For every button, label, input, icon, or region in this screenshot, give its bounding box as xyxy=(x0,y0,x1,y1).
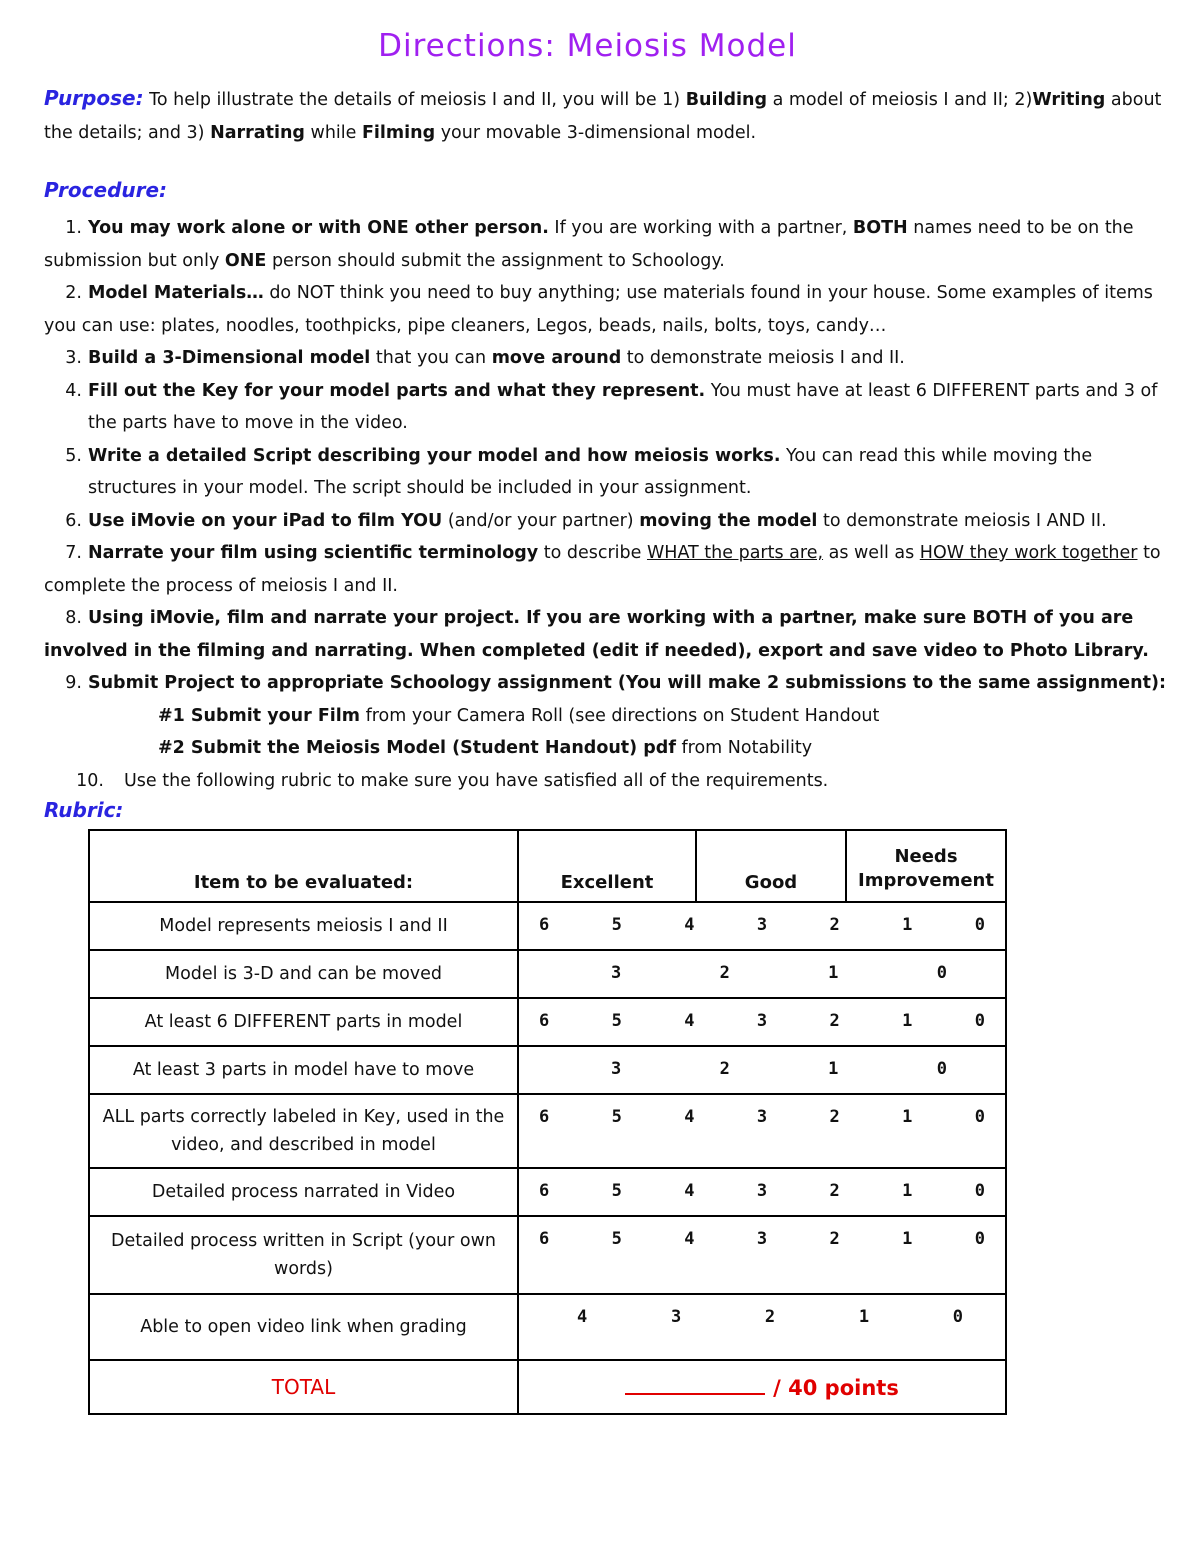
rubric-item-label: ALL parts correctly labeled in Key, used in the video, and described in model xyxy=(89,1094,518,1168)
rubric-score-cell xyxy=(518,1216,1006,1294)
step-bold: Use iMovie on your iPad to film YOU xyxy=(88,510,443,531)
rubric-item-label: Model represents meiosis I and II xyxy=(89,902,518,950)
rubric-score-cell xyxy=(518,902,1006,950)
col-needs-header: Needs Improvement xyxy=(858,846,994,891)
step-9-sub-2 xyxy=(44,732,1184,765)
step-number: 6. xyxy=(65,510,82,531)
score-option[interactable]: 6 xyxy=(539,1011,550,1031)
score-option[interactable]: 5 xyxy=(611,915,622,935)
step-6 xyxy=(44,505,1184,538)
score-option[interactable]: 2 xyxy=(719,1059,730,1079)
score-option[interactable]: 3 xyxy=(756,1229,768,1249)
rubric-score-cell xyxy=(518,950,1006,998)
step-underlined: HOW they work together xyxy=(919,543,1138,563)
score-option[interactable]: 3 xyxy=(611,1059,622,1079)
score-options xyxy=(519,1107,1005,1127)
rubric-item-label: Detailed process written in Script (your own words) xyxy=(89,1216,518,1294)
score-option[interactable]: 0 xyxy=(974,1011,985,1031)
score-options xyxy=(519,1059,1005,1079)
col-item-header: Item to be evaluated: xyxy=(89,830,518,902)
score-options xyxy=(519,915,1005,935)
rubric-score-cell xyxy=(518,1168,1006,1216)
rubric-row xyxy=(89,950,1006,998)
step-text: to demonstrate meiosis I AND II. xyxy=(817,510,1107,531)
score-option[interactable]: 4 xyxy=(684,1011,695,1031)
score-option[interactable]: 6 xyxy=(539,1181,550,1201)
score-option[interactable]: 5 xyxy=(611,1229,622,1249)
purpose-text: To help illustrate the details of meiosis I and II, you will be 1) xyxy=(143,90,686,110)
step-text: If you are working with a partner, xyxy=(548,218,853,238)
rubric-row xyxy=(89,998,1006,1046)
purpose-text: about the details; and 3) xyxy=(44,90,1162,143)
score-option[interactable]: 2 xyxy=(764,1307,776,1327)
step-text: Use the following rubric to make sure you have satisfied all of the requirements. xyxy=(124,770,829,791)
step-number: 2. xyxy=(65,283,82,303)
score-option[interactable]: 0 xyxy=(974,1107,985,1127)
step-bold: #1 Submit your Film xyxy=(158,705,361,726)
step-number: 1. xyxy=(65,218,82,238)
step-text: to demonstrate meiosis I and II. xyxy=(621,348,905,368)
rubric-score-cell xyxy=(518,1094,1006,1168)
step-10 xyxy=(44,765,1184,798)
rubric-row xyxy=(89,1216,1006,1294)
score-option[interactable]: 1 xyxy=(858,1307,870,1327)
purpose-bold: Narrating xyxy=(210,122,305,143)
step-bold: Build a 3-Dimensional model xyxy=(88,348,371,368)
rubric-row xyxy=(89,1094,1006,1168)
step-8 xyxy=(44,602,1184,667)
score-option[interactable]: 4 xyxy=(577,1307,588,1327)
step-underlined: WHAT the parts are, xyxy=(646,543,824,563)
total-value: / 40 points xyxy=(773,1375,899,1400)
procedure-steps xyxy=(44,212,1184,797)
score-option[interactable]: 3 xyxy=(756,1011,768,1031)
score-option[interactable]: 4 xyxy=(684,1229,695,1249)
score-option[interactable]: 4 xyxy=(684,1107,695,1127)
step-number: 4. xyxy=(65,380,82,401)
rubric-table xyxy=(88,829,1007,1415)
rubric-row xyxy=(89,1046,1006,1094)
score-option[interactable]: 2 xyxy=(829,1011,840,1031)
total-blank-line xyxy=(625,1375,765,1395)
score-option[interactable]: 0 xyxy=(974,915,985,935)
step-bold: #2 Submit the Meiosis Model (Student Handout) pdf xyxy=(158,738,676,758)
step-number: 10. xyxy=(76,770,104,791)
purpose-bold: Filming xyxy=(361,122,436,143)
step-bold: Fill out the Key for your model parts and what they represent. xyxy=(88,380,706,401)
score-option[interactable]: 0 xyxy=(974,1181,985,1201)
col-good-header: Good xyxy=(697,831,847,901)
rubric-header-row xyxy=(89,830,1006,902)
col-excellent-header: Excellent xyxy=(519,831,697,901)
step-bold: move around xyxy=(491,348,622,368)
score-options xyxy=(519,1181,1005,1201)
score-option[interactable]: 4 xyxy=(684,915,695,935)
score-option[interactable]: 3 xyxy=(611,963,622,983)
rubric-item-label: Model is 3-D and can be moved xyxy=(89,950,518,998)
score-option[interactable]: 0 xyxy=(936,1059,947,1079)
score-options xyxy=(519,1229,1005,1249)
score-option[interactable]: 1 xyxy=(902,1229,913,1249)
purpose-paragraph xyxy=(44,82,1174,149)
score-option[interactable]: 6 xyxy=(539,915,550,935)
score-options xyxy=(519,963,1005,983)
score-option[interactable]: 2 xyxy=(829,1107,840,1127)
purpose-text: while xyxy=(304,122,362,143)
total-cell xyxy=(518,1360,1006,1414)
step-bold: Write a detailed Script describing your model and how meiosis works. xyxy=(88,445,781,466)
score-option[interactable]: 3 xyxy=(670,1307,682,1327)
procedure-heading: Procedure: xyxy=(44,178,168,202)
rubric-row xyxy=(89,1168,1006,1216)
step-4 xyxy=(44,375,1184,440)
rubric-score-cell xyxy=(518,1046,1006,1094)
step-bold: BOTH xyxy=(852,218,908,238)
total-label: TOTAL xyxy=(89,1360,518,1414)
score-option[interactable]: 3 xyxy=(756,1181,768,1201)
purpose-heading: Purpose: xyxy=(44,86,144,110)
step-bold: Model Materials… xyxy=(88,283,264,303)
step-3 xyxy=(44,342,1184,375)
step-text: do NOT think you need to buy anything; use materials found in your house. Some examples of items you can use: plates, noodles, toothpicks, pipe cleaners, Legos, beads, nails, bolts, toys, candy… xyxy=(44,283,1153,336)
total-row xyxy=(89,1360,1006,1414)
step-bold: ONE xyxy=(224,250,267,271)
score-option[interactable]: 1 xyxy=(902,1107,913,1127)
score-options xyxy=(519,1011,1005,1031)
rubric-row xyxy=(89,902,1006,950)
step-text: that you can xyxy=(370,348,492,368)
purpose-bold: Building xyxy=(685,90,768,110)
step-bold: moving the model xyxy=(639,510,818,531)
step-text: (and/or your partner) xyxy=(442,510,640,531)
step-number: 8. xyxy=(65,608,82,628)
step-5 xyxy=(44,440,1184,505)
step-text: names need to be on the submission but only xyxy=(44,218,1134,271)
step-text: as well as xyxy=(823,543,920,563)
score-option[interactable]: 5 xyxy=(611,1107,622,1127)
score-option[interactable]: 1 xyxy=(902,1181,913,1201)
step-bold: Narrate your film using scientific terminology xyxy=(88,543,539,563)
rubric-heading: Rubric: xyxy=(44,798,124,822)
rubric-item-label: Detailed process narrated in Video xyxy=(89,1168,518,1216)
page-title: Directions: Meiosis Model xyxy=(378,28,797,64)
step-9 xyxy=(44,667,1184,700)
score-option[interactable]: 2 xyxy=(829,1181,840,1201)
score-option[interactable]: 0 xyxy=(974,1229,985,1249)
score-option[interactable]: 1 xyxy=(902,915,913,935)
step-bold: Submit Project to appropriate Schoology assignment (You will make 2 submissions to the same assignment): xyxy=(88,673,1166,693)
step-2 xyxy=(44,277,1184,342)
score-option[interactable]: 6 xyxy=(539,1229,550,1249)
step-bold: You may work alone or with ONE other person. xyxy=(88,218,549,238)
score-option[interactable]: 1 xyxy=(828,1059,839,1079)
rubric-item-label: Able to open video link when grading xyxy=(89,1294,518,1360)
score-option[interactable]: 1 xyxy=(828,963,839,983)
step-number: 9. xyxy=(65,673,82,693)
step-text: You can read this while moving the structures in your model. The script should be included in your assignment. xyxy=(88,445,1093,498)
step-text: person should submit the assignment to Schoology. xyxy=(266,250,725,271)
step-text: You must have at least 6 DIFFERENT parts and 3 of the parts have to move in the video. xyxy=(88,380,1158,433)
score-option[interactable]: 1 xyxy=(902,1011,913,1031)
step-text: to describe xyxy=(538,543,647,563)
rubric-row xyxy=(89,1294,1006,1360)
step-number: 7. xyxy=(65,543,82,563)
score-option[interactable]: 4 xyxy=(684,1181,695,1201)
score-option[interactable]: 2 xyxy=(829,915,840,935)
purpose-text: a model of meiosis I and II; 2) xyxy=(767,90,1033,110)
score-options xyxy=(519,1307,1005,1327)
purpose-text: your movable 3-dimensional model. xyxy=(435,122,757,143)
score-option[interactable]: 3 xyxy=(756,1107,768,1127)
step-number: 5. xyxy=(65,445,82,466)
score-option[interactable]: 5 xyxy=(611,1011,622,1031)
score-option[interactable]: 5 xyxy=(611,1181,622,1201)
score-option[interactable]: 6 xyxy=(539,1107,550,1127)
score-option[interactable]: 2 xyxy=(829,1229,840,1249)
score-option[interactable]: 0 xyxy=(936,963,947,983)
score-option[interactable]: 0 xyxy=(952,1307,963,1327)
purpose-bold: Writing xyxy=(1032,90,1106,110)
step-text: from your Camera Roll (see directions on Student Handout xyxy=(360,705,880,726)
step-number: 3. xyxy=(65,348,82,368)
rubric-item-label: At least 3 parts in model have to move xyxy=(89,1046,518,1094)
rubric-score-cell xyxy=(518,998,1006,1046)
rubric-score-cell xyxy=(518,1294,1006,1360)
rubric-item-label: At least 6 DIFFERENT parts in model xyxy=(89,998,518,1046)
score-option[interactable]: 3 xyxy=(756,915,768,935)
step-text: to complete the process of meiosis I and II. xyxy=(44,543,1161,596)
step-7 xyxy=(44,537,1184,602)
score-header-cell xyxy=(518,830,1006,902)
step-bold: Using iMovie, film and narrate your project. If you are working with a partner, make sure BOTH of you are involved in the filming and narrating. When completed (edit if needed), export and save video to Photo Library. xyxy=(44,608,1149,661)
step-1 xyxy=(44,212,1184,277)
step-9-sub-1 xyxy=(44,700,1184,733)
step-text: from Notability xyxy=(675,738,813,758)
score-option[interactable]: 2 xyxy=(719,963,730,983)
